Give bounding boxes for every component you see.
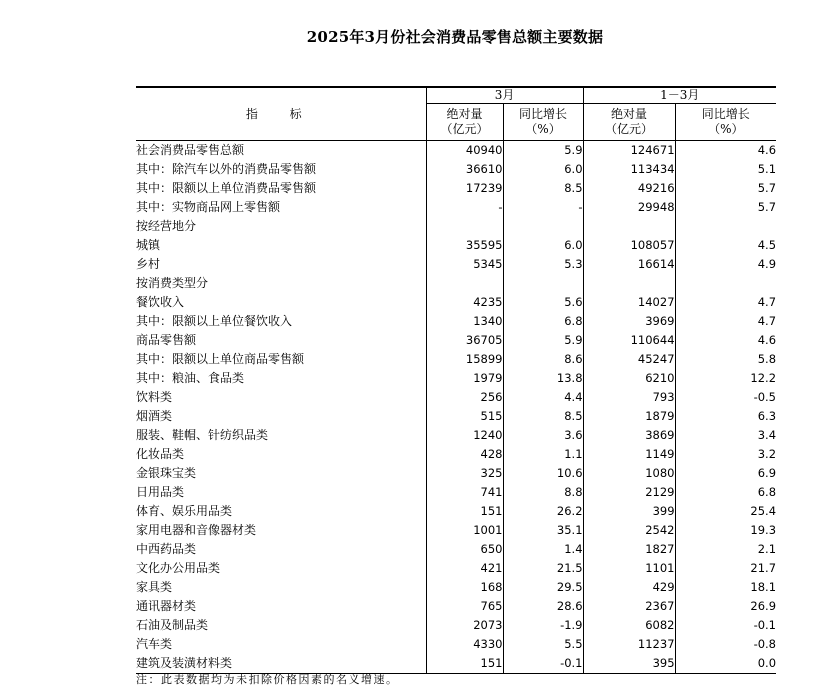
march-yoy-value: -1.9 <box>503 616 583 635</box>
q1-yoy-value <box>675 217 776 236</box>
q1-abs-value: 2542 <box>583 521 675 540</box>
row-label: 按消费类型分 <box>136 276 209 290</box>
q1-yoy-value: 19.3 <box>675 521 776 540</box>
q1-abs-value: 110644 <box>583 331 675 350</box>
abs-unit: （亿元） <box>440 122 489 136</box>
table-row <box>136 407 776 426</box>
march-abs-value: 1979 <box>426 369 503 388</box>
table-row <box>136 179 776 198</box>
march-abs-value: 17239 <box>426 179 503 198</box>
row-label: 其中：限额以上单位餐饮收入 <box>136 314 293 328</box>
q1-abs-value: 1879 <box>583 407 675 426</box>
march-abs-header <box>426 104 503 141</box>
table-row <box>136 635 776 654</box>
q1-abs-value: 1080 <box>583 464 675 483</box>
table-row <box>136 388 776 407</box>
march-yoy-value: 10.6 <box>503 464 583 483</box>
row-label: 其中：实物商品网上零售额 <box>136 200 281 214</box>
q1-yoy-value: 12.2 <box>675 369 776 388</box>
march-yoy-value: 28.6 <box>503 597 583 616</box>
march-abs-value: 4235 <box>426 293 503 312</box>
march-abs-value: 325 <box>426 464 503 483</box>
march-yoy-value: 8.5 <box>503 407 583 426</box>
march-abs-value: 515 <box>426 407 503 426</box>
march-abs-value <box>426 274 503 293</box>
march-yoy-value: 5.9 <box>503 141 583 161</box>
march-abs-value: 151 <box>426 654 503 674</box>
table-row <box>136 217 776 236</box>
row-label: 服装、鞋帽、针纺织品类 <box>136 428 269 442</box>
q1-yoy-value: 0.0 <box>675 654 776 674</box>
q1-yoy-value: 6.3 <box>675 407 776 426</box>
march-yoy-value: 5.6 <box>503 293 583 312</box>
march-yoy-value: 13.8 <box>503 369 583 388</box>
table-row <box>136 464 776 483</box>
indicator-header: 指 标 <box>136 87 426 141</box>
q1-abs-value: 29948 <box>583 198 675 217</box>
footnote: 注：此表数据均为未扣除价格因素的名义增速。 <box>136 673 399 686</box>
march-abs-value: 2073 <box>426 616 503 635</box>
q1-abs-value: 2129 <box>583 483 675 502</box>
q1-abs-value: 14027 <box>583 293 675 312</box>
yoy-label: 同比增长 <box>701 107 750 121</box>
march-yoy-value: 8.5 <box>503 179 583 198</box>
march-yoy-value: 6.8 <box>503 312 583 331</box>
row-label: 家用电器和音像器材类 <box>136 523 257 537</box>
march-yoy-value: 1.4 <box>503 540 583 559</box>
row-label: 餐饮收入 <box>136 295 185 309</box>
row-label: 文化办公用品类 <box>136 561 221 575</box>
row-label: 日用品类 <box>136 485 185 499</box>
march-abs-value: 1340 <box>426 312 503 331</box>
q1-abs-value: 429 <box>583 578 675 597</box>
march-yoy-value: 29.5 <box>503 578 583 597</box>
row-label: 家具类 <box>136 580 173 594</box>
march-yoy-value: 8.8 <box>503 483 583 502</box>
march-abs-value: 15899 <box>426 350 503 369</box>
march-abs-value: 5345 <box>426 255 503 274</box>
table-row <box>136 350 776 369</box>
row-label: 饮料类 <box>136 390 173 404</box>
march-abs-value: 421 <box>426 559 503 578</box>
q1-abs-value <box>583 217 675 236</box>
table-row <box>136 521 776 540</box>
row-label: 化妆品类 <box>136 447 185 461</box>
table-row <box>136 540 776 559</box>
march-abs-value: 1001 <box>426 521 503 540</box>
q1-abs-value: 3869 <box>583 426 675 445</box>
march-abs-value: 741 <box>426 483 503 502</box>
row-label: 金银珠宝类 <box>136 466 197 480</box>
q1-abs-value: 399 <box>583 502 675 521</box>
table-row <box>136 426 776 445</box>
table-row <box>136 597 776 616</box>
page-title: 2025年3月份社会消费品零售总额主要数据 <box>306 28 604 46</box>
q1-yoy-value: 26.9 <box>675 597 776 616</box>
q1-abs-value: 1827 <box>583 540 675 559</box>
retail-sales-table <box>136 86 776 674</box>
table-row <box>136 312 776 331</box>
march-yoy-value: 4.4 <box>503 388 583 407</box>
abs-unit: （亿元） <box>605 122 654 136</box>
march-yoy-value <box>503 217 583 236</box>
q1-abs-value: 11237 <box>583 635 675 654</box>
q1-yoy-value: -0.8 <box>675 635 776 654</box>
row-label: 其中：限额以上单位商品零售额 <box>136 352 305 366</box>
q1-abs-value: 113434 <box>583 160 675 179</box>
q1-yoy-value: 18.1 <box>675 578 776 597</box>
q1-abs-value: 6082 <box>583 616 675 635</box>
row-label: 石油及制品类 <box>136 618 209 632</box>
march-abs-value: 1240 <box>426 426 503 445</box>
row-label: 建筑及装潢材料类 <box>136 654 426 674</box>
march-abs-value: 765 <box>426 597 503 616</box>
table-row <box>136 483 776 502</box>
period-q1-header: 1－3月 <box>583 87 776 104</box>
q1-yoy-value: 6.9 <box>675 464 776 483</box>
march-yoy-value: 5.3 <box>503 255 583 274</box>
row-label: 中西药品类 <box>136 542 197 556</box>
q1-yoy-value: 21.7 <box>675 559 776 578</box>
yoy-unit: （%） <box>708 122 744 136</box>
table-row <box>136 236 776 255</box>
table-header <box>136 87 776 141</box>
march-abs-value <box>426 217 503 236</box>
march-abs-value: 4330 <box>426 635 503 654</box>
march-yoy-header <box>503 104 583 141</box>
march-yoy-value: 6.0 <box>503 236 583 255</box>
row-label: 按经营地分 <box>136 219 197 233</box>
march-yoy-value: 6.0 <box>503 160 583 179</box>
row-label: 其中：粮油、食品类 <box>136 371 245 385</box>
q1-abs-value: 45247 <box>583 350 675 369</box>
q1-yoy-value: -0.1 <box>675 616 776 635</box>
yoy-unit: （%） <box>525 122 561 136</box>
table-row <box>136 274 776 293</box>
q1-abs-value: 395 <box>583 654 675 674</box>
q1-yoy-value: -0.5 <box>675 388 776 407</box>
march-abs-value: 151 <box>426 502 503 521</box>
march-yoy-value: 3.6 <box>503 426 583 445</box>
q1-yoy-value: 2.1 <box>675 540 776 559</box>
row-label: 体育、娱乐用品类 <box>136 504 233 518</box>
table-body <box>136 141 776 674</box>
yoy-label: 同比增长 <box>519 107 568 121</box>
march-yoy-value <box>503 274 583 293</box>
march-yoy-value: 5.9 <box>503 331 583 350</box>
march-yoy-value: 26.2 <box>503 502 583 521</box>
row-label: 通讯器材类 <box>136 599 197 613</box>
q1-yoy-value: 6.8 <box>675 483 776 502</box>
march-yoy-value: 21.5 <box>503 559 583 578</box>
row-label: 乡村 <box>136 257 161 271</box>
row-label: 商品零售额 <box>136 333 197 347</box>
march-abs-value: 256 <box>426 388 503 407</box>
march-yoy-value: -0.1 <box>503 654 583 674</box>
row-label: 其中：除汽车以外的消费品零售额 <box>136 162 317 176</box>
row-label: 城镇 <box>136 238 161 252</box>
march-yoy-value: 8.6 <box>503 350 583 369</box>
q1-abs-value: 1101 <box>583 559 675 578</box>
q1-abs-value: 1149 <box>583 445 675 464</box>
q1-abs-value: 49216 <box>583 179 675 198</box>
q1-yoy-value: 3.4 <box>675 426 776 445</box>
march-abs-value: 36610 <box>426 160 503 179</box>
march-yoy-value: 1.1 <box>503 445 583 464</box>
march-yoy-value: - <box>503 198 583 217</box>
q1-yoy-value: 5.8 <box>675 350 776 369</box>
period-march-header: 3月 <box>426 87 583 104</box>
q1-abs-value: 108057 <box>583 236 675 255</box>
march-abs-value: 40940 <box>426 141 503 161</box>
q1-yoy-value: 5.7 <box>675 179 776 198</box>
row-label: 其中：限额以上单位消费品零售额 <box>136 181 317 195</box>
march-abs-value: 35595 <box>426 236 503 255</box>
q1-abs-value: 2367 <box>583 597 675 616</box>
q1-abs-value: 16614 <box>583 255 675 274</box>
march-abs-value: 36705 <box>426 331 503 350</box>
q1-yoy-value: 4.6 <box>675 331 776 350</box>
march-abs-value: 650 <box>426 540 503 559</box>
q1-yoy-value: 25.4 <box>675 502 776 521</box>
march-abs-value: 428 <box>426 445 503 464</box>
abs-label: 绝对量 <box>446 107 483 121</box>
q1-abs-value: 6210 <box>583 369 675 388</box>
q1-abs-value: 124671 <box>583 141 675 161</box>
march-yoy-value: 35.1 <box>503 521 583 540</box>
row-label: 汽车类 <box>136 637 173 651</box>
q1-yoy-value: 4.9 <box>675 255 776 274</box>
abs-label: 绝对量 <box>611 107 648 121</box>
table-row <box>136 445 776 464</box>
row-label: 社会消费品零售总额 <box>136 143 245 157</box>
march-yoy-value: 5.5 <box>503 635 583 654</box>
march-abs-value: 168 <box>426 578 503 597</box>
march-abs-value: - <box>426 198 503 217</box>
table-row <box>136 293 776 312</box>
q1-abs-header <box>583 104 675 141</box>
q1-yoy-value: 5.1 <box>675 160 776 179</box>
table-row <box>136 255 776 274</box>
q1-abs-value: 3969 <box>583 312 675 331</box>
table-row <box>136 160 776 179</box>
table-row <box>136 331 776 350</box>
q1-yoy-value: 5.7 <box>675 198 776 217</box>
table-row <box>136 616 776 635</box>
q1-abs-value <box>583 274 675 293</box>
q1-yoy-value: 4.7 <box>675 293 776 312</box>
row-label: 烟酒类 <box>136 409 173 423</box>
table-row <box>136 369 776 388</box>
q1-yoy-header <box>675 104 776 141</box>
table-row <box>136 578 776 597</box>
q1-yoy-value: 4.6 <box>675 141 776 161</box>
table-row <box>136 141 776 161</box>
table-row <box>136 559 776 578</box>
q1-yoy-value <box>675 274 776 293</box>
table-row <box>136 198 776 217</box>
table-row <box>136 502 776 521</box>
q1-yoy-value: 3.2 <box>675 445 776 464</box>
q1-yoy-value: 4.5 <box>675 236 776 255</box>
q1-abs-value: 793 <box>583 388 675 407</box>
q1-yoy-value: 4.7 <box>675 312 776 331</box>
